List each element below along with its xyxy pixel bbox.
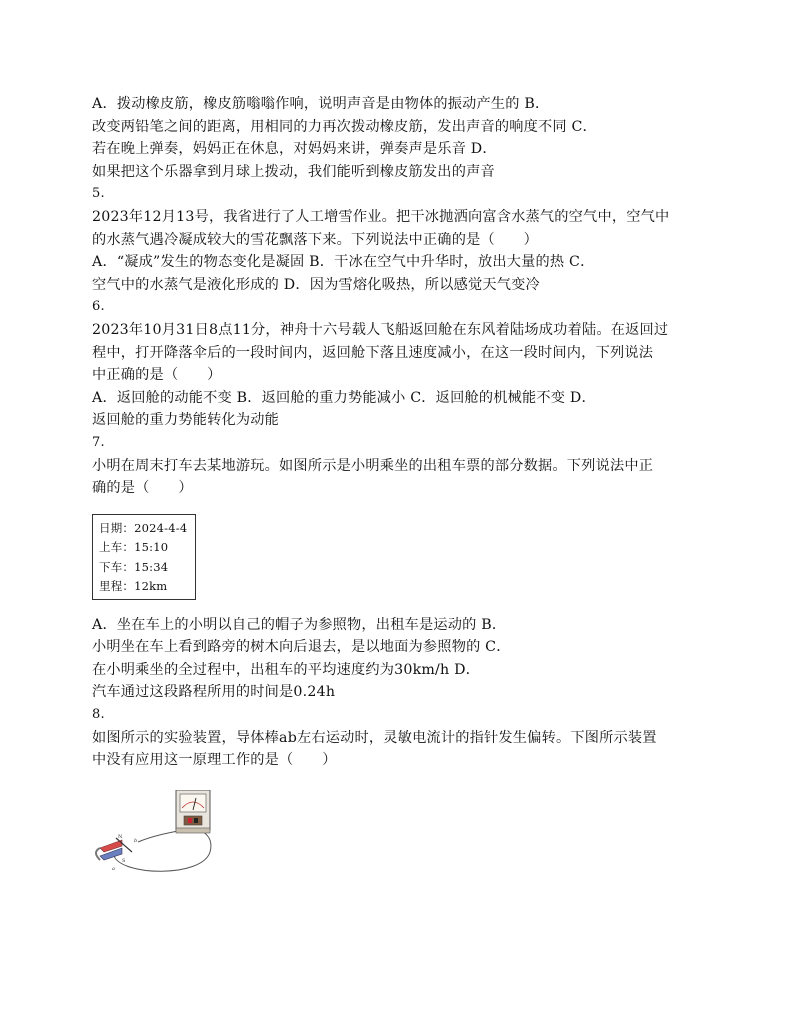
q8-line: 如图所示的实验装置，导体棒ab左右运动时，灵敏电流计的指针发生偏转。下图所示装置 xyxy=(92,729,657,746)
ticket-boarding-time: 上车：15:10 xyxy=(99,540,169,555)
magnet-icon xyxy=(96,838,132,860)
q7-option-line: 小明坐在车上看到路旁的树木向后退去，是以地面为参照物的 C． xyxy=(92,639,511,656)
q7-line: 小明在周末打车去某地游玩。如图所示是小明乘坐的出租车票的部分数据。下列说法中正 xyxy=(92,457,654,474)
q4-option-line: 改变两铅笔之间的距离，用相同的力再次拨动橡皮筋，发出声音的响度不同 C． xyxy=(92,118,597,135)
ticket-mileage: 里程：12km xyxy=(99,579,168,594)
q5-line: A．“凝成”发生的物态变化是凝固 B．干冰在空气中升华时，放出大量的热 C． xyxy=(92,254,595,271)
question-number: 6. xyxy=(92,299,105,315)
q6-line: 程中，打开降落伞后的一段时间内，返回舱下落且速度减小，在这一段时间内，下列说法 xyxy=(92,344,654,361)
q7-line: 确的是（ ） xyxy=(92,480,193,497)
q5-line: 的水蒸气遇冷凝成较大的雪花飘落下来。下列说法中正确的是（ ） xyxy=(92,231,539,248)
magnet-n-label: N xyxy=(118,833,123,840)
q7-option-line: 汽车通过这段路程所用的时间是0.24h xyxy=(92,684,336,701)
rod-end-b-label: b xyxy=(134,837,138,844)
q4-option-line: A．拨动橡皮筋，橡皮筋嗡嗡作响，说明声音是由物体的振动产生的 B． xyxy=(92,96,550,112)
q7-option-line: 在小明乘坐的全过程中，出租车的平均速度约为30km/h D． xyxy=(92,661,481,678)
question-number: 5. xyxy=(92,186,105,202)
q6-line: 中正确的是（ ） xyxy=(92,367,222,384)
circuit-wire xyxy=(114,830,211,871)
q7-option-line: A．坐在车上的小明以自己的帽子为参照物，出租车是运动的 B． xyxy=(92,616,507,633)
question-6 xyxy=(92,296,708,432)
taxi-ticket xyxy=(92,514,196,600)
ticket-date: 日期：2024-4-4 xyxy=(99,520,188,535)
question-number: 8. xyxy=(92,707,105,723)
q6-line: 2023年10月31日8点11分，神舟十六号载人飞船返回舱在东风着陆场成功着陆。在返回过 xyxy=(92,321,669,338)
question-content xyxy=(92,93,708,878)
question-5 xyxy=(92,183,708,296)
question-number: 7. xyxy=(92,434,105,450)
induction-experiment-figure xyxy=(92,790,222,878)
ticket-alighting-time: 下车：15:34 xyxy=(99,559,169,574)
q5-line: 空气中的水蒸气是液化形成的 D．因为雪熔化吸热，所以感觉天气变冷 xyxy=(92,276,540,293)
q6-line: A．返回舱的动能不变 B．返回舱的重力势能减小 C．返回舱的机械能不变 D． xyxy=(92,389,596,406)
q4-option-line: 若在晚上弹奏，妈妈正在休息，对妈妈来讲，弹奏声是乐音 D． xyxy=(92,141,497,158)
q4-option-line: 如果把这个乐器拿到月球上拨动，我们能听到橡皮筋发出的声音 xyxy=(92,163,495,180)
galvanometer-magnet-diagram xyxy=(92,790,222,878)
q5-line: 2023年12月13号，我省进行了人工增雪作业。把干冰抛洒向富含水蒸气的空气中，空气中 xyxy=(92,208,670,225)
question-8 xyxy=(92,704,708,878)
q6-line: 返回舱的重力势能转化为动能 xyxy=(92,412,280,429)
q8-line: 中没有应用这一原理工作的是（ ） xyxy=(92,752,337,769)
galvanometer-icon xyxy=(176,790,210,833)
rod-end-a-label: a xyxy=(112,865,116,872)
question-4-options xyxy=(92,93,708,183)
magnet-s-label: S xyxy=(122,857,126,864)
question-7 xyxy=(92,432,708,704)
